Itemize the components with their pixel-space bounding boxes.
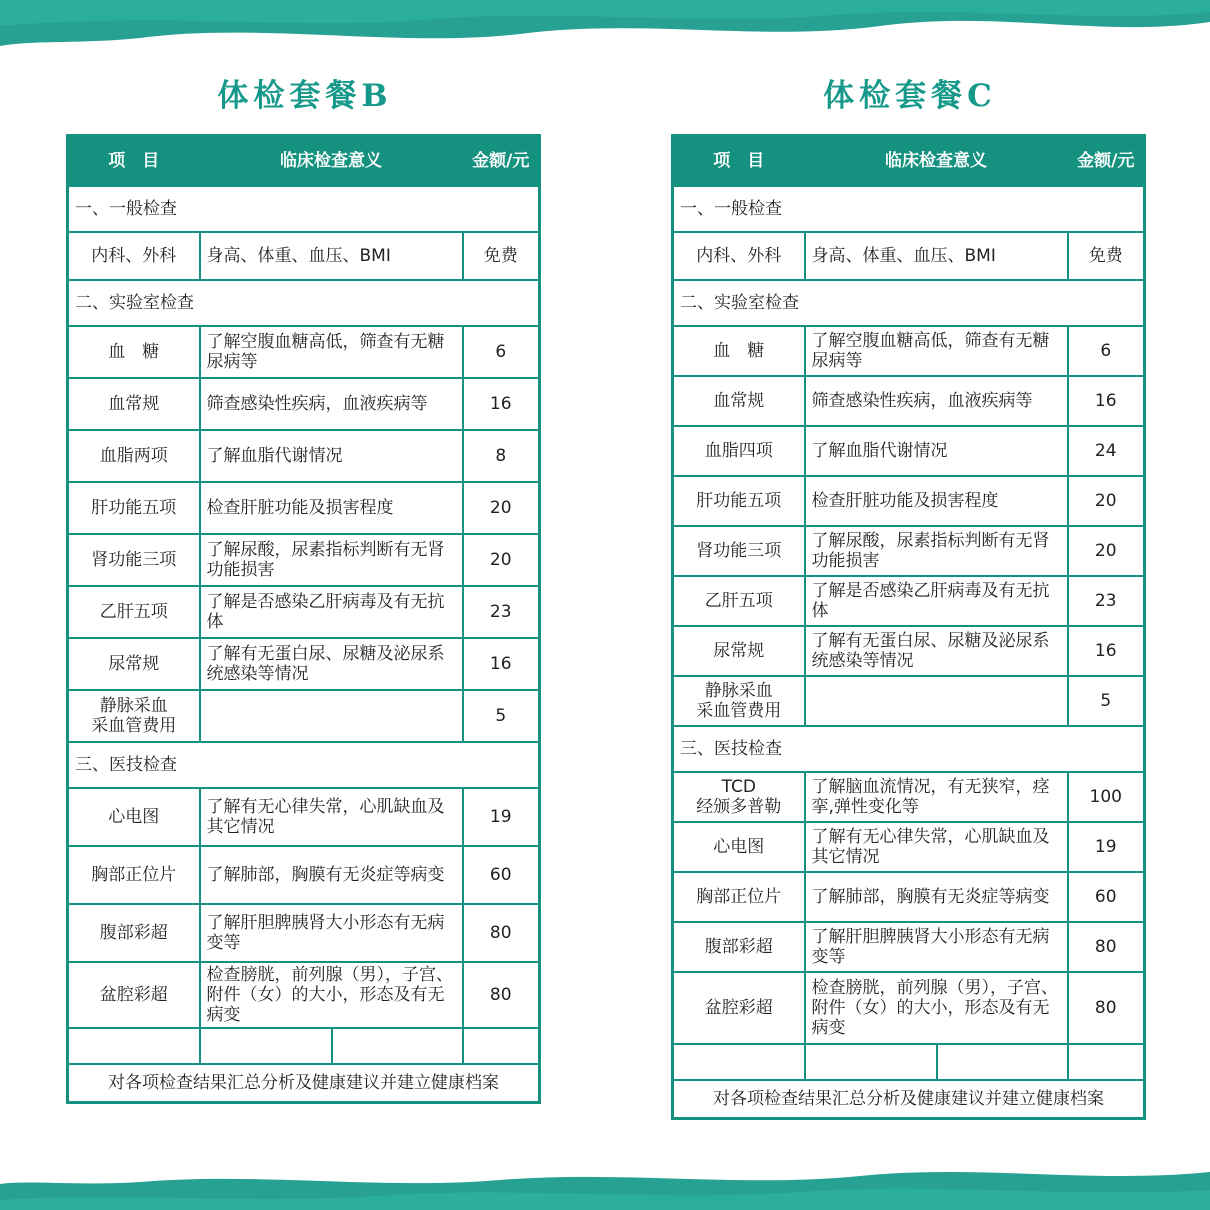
table-header-row [673, 136, 1145, 187]
item-price: 80 [1068, 972, 1145, 1044]
item-meaning: 了解是否感染乙肝病毒及有无抗体 [805, 576, 1068, 626]
item-price: 60 [1068, 872, 1145, 922]
price-column-header: 金额/元 [1068, 136, 1145, 187]
item-price: 20 [1068, 476, 1145, 526]
empty-cell [68, 1028, 200, 1064]
section-label: 三、医技检查 [673, 726, 1145, 772]
item-name: 腹部彩超 [68, 904, 200, 962]
item-name: 血脂两项 [68, 430, 200, 482]
item-meaning: 了解尿酸，尿素指标判断有无肾功能损害 [805, 526, 1068, 576]
item-name: 血脂四项 [673, 426, 805, 476]
item-price: 80 [463, 904, 540, 962]
meaning-column-header: 临床检查意义 [200, 136, 463, 187]
footer-row [68, 1064, 540, 1103]
item-meaning: 了解肝胆脾胰肾大小形态有无病变等 [200, 904, 463, 962]
section-label: 二、实验室检查 [673, 280, 1145, 326]
item-name: 静脉采血 采血管费用 [673, 676, 805, 726]
item-name: 腹部彩超 [673, 922, 805, 972]
item-price: 8 [463, 430, 540, 482]
summary-note: 对各项检查结果汇总分析及健康建议并建立健康档案 [68, 1064, 540, 1103]
item-meaning: 检查膀胱，前列腺（男），子宫、附件（女）的大小，形态及有无病变 [805, 972, 1068, 1044]
item-meaning: 检查肝脏功能及损害程度 [200, 482, 463, 534]
meaning-column-header: 临床检查意义 [805, 136, 1068, 187]
item-meaning: 身高、体重、血压、BMI [805, 232, 1068, 280]
table-row [673, 822, 1145, 872]
table-row [68, 430, 540, 482]
item-price: 20 [463, 534, 540, 586]
item-price: 60 [463, 846, 540, 904]
package-b-title: 体检套餐B [217, 78, 393, 114]
top-wave-decoration [0, 0, 1210, 60]
section-row [673, 726, 1145, 772]
table-row [673, 576, 1145, 626]
table-row [673, 922, 1145, 972]
section-row [68, 742, 540, 788]
table-row [673, 326, 1145, 376]
item-name: 胸部正位片 [673, 872, 805, 922]
item-name: 血常规 [68, 378, 200, 430]
table-row [68, 846, 540, 904]
item-name: 心电图 [673, 822, 805, 872]
table-row [673, 676, 1145, 726]
footer-row [673, 1080, 1145, 1119]
empty-cell [463, 1028, 540, 1064]
table-header-row [68, 136, 540, 187]
table-row [68, 962, 540, 1028]
item-name: 乙肝五项 [68, 586, 200, 638]
table-row [68, 534, 540, 586]
empty-row [68, 1028, 540, 1064]
empty-row [673, 1044, 1145, 1080]
table-row [68, 904, 540, 962]
item-price: 16 [1068, 376, 1145, 426]
item-name: 乙肝五项 [673, 576, 805, 626]
item-price: 免费 [463, 232, 540, 280]
item-meaning: 了解脑血流情况，有无狭窄，痉挛,弹性变化等 [805, 772, 1068, 822]
section-label: 一、一般检查 [68, 186, 540, 232]
item-meaning: 了解有无心律失常，心肌缺血及其它情况 [805, 822, 1068, 872]
item-meaning: 检查肝脏功能及损害程度 [805, 476, 1068, 526]
item-price: 6 [463, 326, 540, 378]
item-name: 胸部正位片 [68, 846, 200, 904]
bottom-wave-decoration [0, 1150, 1210, 1210]
item-name: 盆腔彩超 [68, 962, 200, 1028]
item-name: 肝功能五项 [673, 476, 805, 526]
section-label: 三、医技检查 [68, 742, 540, 788]
package-c-table [671, 134, 1146, 1120]
table-row [673, 232, 1145, 280]
item-price: 5 [1068, 676, 1145, 726]
item-column-header: 项 目 [68, 136, 200, 187]
item-meaning: 筛查感染性疾病，血液疾病等 [805, 376, 1068, 426]
item-meaning: 检查膀胱，前列腺（男），子宫、附件（女）的大小，形态及有无病变 [200, 962, 463, 1028]
item-name: 盆腔彩超 [673, 972, 805, 1044]
table-row [673, 426, 1145, 476]
item-name: 静脉采血 采血管费用 [68, 690, 200, 742]
section-row [68, 280, 540, 326]
item-meaning: 了解肺部，胸膜有无炎症等病变 [200, 846, 463, 904]
item-price: 23 [463, 586, 540, 638]
item-name: TCD 经颁多普勒 [673, 772, 805, 822]
section-row [68, 186, 540, 232]
item-meaning: 了解有无心律失常，心肌缺血及其它情况 [200, 788, 463, 846]
table-row [673, 376, 1145, 426]
item-price: 16 [463, 638, 540, 690]
item-meaning: 了解有无蛋白尿、尿糖及泌尿系统感染等情况 [200, 638, 463, 690]
item-meaning: 了解空腹血糖高低，筛查有无糖尿病等 [200, 326, 463, 378]
item-price: 16 [463, 378, 540, 430]
item-column-header: 项 目 [673, 136, 805, 187]
item-price: 免费 [1068, 232, 1145, 280]
table-row [673, 872, 1145, 922]
summary-note: 对各项检查结果汇总分析及健康建议并建立健康档案 [673, 1080, 1145, 1119]
section-row [673, 186, 1145, 232]
item-meaning [200, 690, 463, 742]
item-meaning: 了解血脂代谢情况 [200, 430, 463, 482]
empty-cell [200, 1028, 463, 1064]
package-b-table [66, 134, 541, 1104]
section-label: 二、实验室检查 [68, 280, 540, 326]
table-row [673, 626, 1145, 676]
item-price: 80 [463, 962, 540, 1028]
item-price: 16 [1068, 626, 1145, 676]
item-price: 100 [1068, 772, 1145, 822]
item-meaning [805, 676, 1068, 726]
item-meaning: 了解空腹血糖高低，筛查有无糖尿病等 [805, 326, 1068, 376]
item-price: 23 [1068, 576, 1145, 626]
item-name: 内科、外科 [673, 232, 805, 280]
item-meaning: 了解是否感染乙肝病毒及有无抗体 [200, 586, 463, 638]
item-meaning: 了解尿酸，尿素指标判断有无肾功能损害 [200, 534, 463, 586]
table-row [68, 326, 540, 378]
item-meaning: 了解肝胆脾胰肾大小形态有无病变等 [805, 922, 1068, 972]
item-meaning: 了解有无蛋白尿、尿糖及泌尿系统感染等情况 [805, 626, 1068, 676]
empty-cell [673, 1044, 805, 1080]
table-row [68, 586, 540, 638]
item-name: 肾功能三项 [68, 534, 200, 586]
item-meaning: 了解肺部，胸膜有无炎症等病变 [805, 872, 1068, 922]
package-c-title: 体检套餐C [823, 78, 997, 114]
table-row [673, 526, 1145, 576]
item-price: 20 [463, 482, 540, 534]
item-price: 5 [463, 690, 540, 742]
item-name: 心电图 [68, 788, 200, 846]
item-price: 6 [1068, 326, 1145, 376]
item-name: 内科、外科 [68, 232, 200, 280]
empty-split [806, 1045, 939, 1079]
item-meaning: 身高、体重、血压、BMI [200, 232, 463, 280]
item-price: 20 [1068, 526, 1145, 576]
item-price: 19 [463, 788, 540, 846]
item-name: 尿常规 [673, 626, 805, 676]
item-meaning: 了解血脂代谢情况 [805, 426, 1068, 476]
table-row [68, 788, 540, 846]
table-row [68, 482, 540, 534]
item-name: 血常规 [673, 376, 805, 426]
table-row [673, 476, 1145, 526]
item-name: 血 糖 [673, 326, 805, 376]
table-row [68, 690, 540, 742]
item-name: 血 糖 [68, 326, 200, 378]
item-name: 尿常规 [68, 638, 200, 690]
item-name: 肝功能五项 [68, 482, 200, 534]
item-price: 80 [1068, 922, 1145, 972]
section-row [673, 280, 1145, 326]
table-row [673, 772, 1145, 822]
table-row [68, 638, 540, 690]
table-row [68, 378, 540, 430]
table-row [68, 232, 540, 280]
item-price: 19 [1068, 822, 1145, 872]
item-price: 24 [1068, 426, 1145, 476]
item-meaning: 筛查感染性疾病，血液疾病等 [200, 378, 463, 430]
price-column-header: 金额/元 [463, 136, 540, 187]
empty-cell [1068, 1044, 1145, 1080]
empty-split [201, 1029, 334, 1063]
empty-cell [805, 1044, 1068, 1080]
table-row [673, 972, 1145, 1044]
section-label: 一、一般检查 [673, 186, 1145, 232]
item-name: 肾功能三项 [673, 526, 805, 576]
